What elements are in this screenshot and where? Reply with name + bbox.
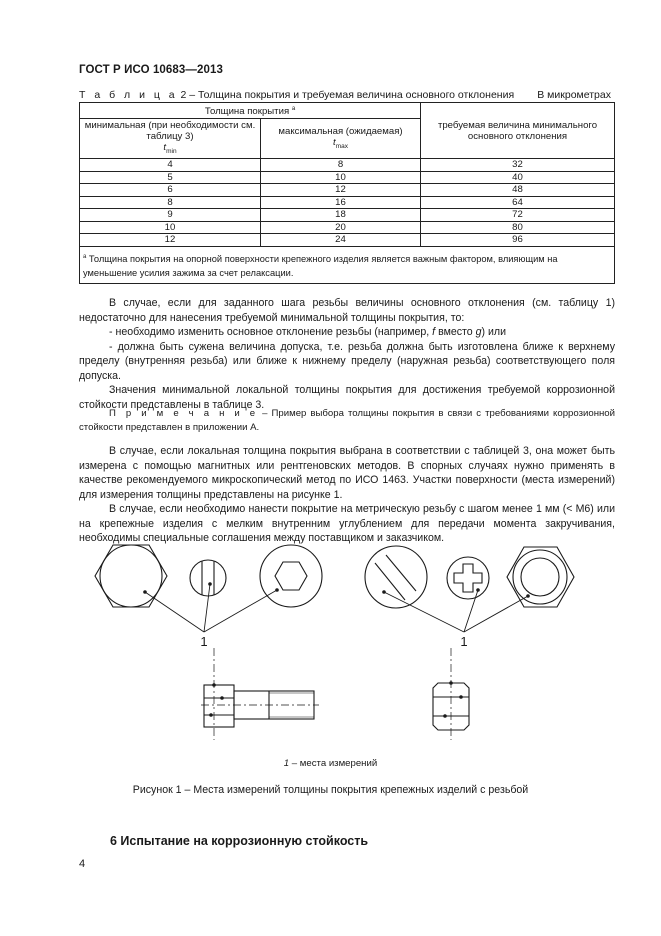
column-header-deviation [421,103,615,159]
column-header-min [80,119,261,159]
callout-label-left: 1 [200,634,208,649]
socket-screw-top-view [260,545,322,607]
cell-deviation: 40 [421,171,615,184]
symbol-tmin [163,142,177,156]
table-row [80,209,615,222]
symbol-tmax-letter: t [333,136,336,148]
cell-max: 24 [261,234,421,247]
cell-max: 10 [261,171,421,184]
table-row [80,221,615,234]
group-header: Толщина покрытия [204,106,290,118]
table-row [80,234,615,247]
nut-side-view [433,683,469,730]
symbol-tmax-sub: max [335,142,348,150]
cell-deviation: 72 [421,209,615,222]
column-title-deviation: требуемая величина минимального основного отклонения [437,119,598,142]
paragraph: В случае, если для заданного шага резьбы величины основного отклонения (см. таблицу 1) недостаточно для нанесения требуемой минимальной толщины покрытия, то: [79,297,615,324]
cell-max: 16 [261,196,421,209]
cell-deviation: 32 [421,159,615,172]
note-text: – Пример выбора толщины покрытия в связи с требованиями коррозионной стойкости представлен в приложении А. [79,408,615,433]
table-unit: В микрометрах [537,89,611,101]
cell-min: 6 [80,184,261,197]
table-row [80,171,615,184]
slotted-screw-top-view [365,546,427,608]
figure-1 [79,540,579,750]
body-text-block-1 [79,296,615,412]
paragraph: Значения минимальной локальной толщины покрытия для достижения требуемой коррозионной стойкости представлены в таблице 3. [79,384,615,411]
cell-deviation: 64 [421,196,615,209]
page-number: 4 [79,858,86,870]
cell-max: 12 [261,184,421,197]
hex-head-top-view [95,545,167,607]
cell-max: 18 [261,209,421,222]
table-footnote-row [80,246,615,283]
column-title-max: максимальная (ожидаемая) [278,125,403,137]
cell-min: 4 [80,159,261,172]
cell-min: 10 [80,221,261,234]
symbol-tmax [333,137,348,148]
cell-min: 5 [80,171,261,184]
cell-deviation: 80 [421,221,615,234]
paragraph-list-item: - должна быть сужена величина допуска, т.е. резьба должна быть изготовлена ближе к верхнему пределу (внутренняя резьба) или ближе к нижнему пределу (наружная резьба) соответствующего поля допуска. [79,340,615,382]
column-title-min: минимальная (при необходимости см. таблицу 3) [84,120,256,143]
note-paragraph [79,407,615,435]
cell-min: 9 [80,209,261,222]
phillips-screw-top-view [447,557,489,599]
group-header-cell [80,103,421,119]
cell-max: 8 [261,159,421,172]
cell-max: 20 [261,221,421,234]
text-span: ) или [481,326,507,338]
table-footnote [80,246,615,283]
cell-deviation: 48 [421,184,615,197]
paragraph-list-item [79,325,615,340]
cell-deviation: 96 [421,234,615,247]
column-header-max [261,119,421,159]
table-caption-text: 2 – Толщина покрытия и требуемая величина основного отклонения [177,89,515,101]
section-title: 6 Испытание на коррозионную стойкость [110,834,369,848]
table-caption [79,89,619,101]
legend-number: 1 [283,758,290,769]
legend-text: – места измерений [289,758,378,769]
italic-f: f [432,326,436,338]
figure-caption: Рисунок 1 – Места измерений толщины покрытия крепежных изделий с резьбой [132,784,529,796]
small-screw-top-view [190,560,226,596]
symbol-tmin-sub: min [166,148,177,156]
paragraph: В случае, если необходимо нанести покрытие на метрическую резьбу с шагом менее 1 мм (< М6) или на крепежные изделия с мелким внутренним углублением для передачи момента закручивания, необходимы специальные соглашения между поставщиком и заказчиком. [79,503,615,544]
bolt-side-view [204,685,314,727]
text-span: - необходимо изменить основное отклонение резьбы (например, [109,326,433,338]
note-label: П р и м е ч а н и е [109,408,259,419]
table-caption-label: Т а б л и ц а [79,89,178,101]
footnote-mark: a [83,253,87,260]
callout-label-right: 1 [460,634,468,649]
italic-g: g [475,326,482,338]
note-block [79,407,615,435]
footnote-text: Толщина покрытия на опорной поверхности крепежного изделия является важным фактором, влияющим на уменьшение усилия зажима за счет релаксации. [83,253,558,278]
centerlines [201,648,451,740]
measurement-dots [143,582,530,718]
text-span: вместо [435,326,476,338]
cell-min: 12 [80,234,261,247]
body-text-block-2 [79,444,615,546]
coating-thickness-table [79,102,615,284]
table-row [80,196,615,209]
group-header-mark: a [291,106,296,112]
symbol-tmin-letter: t [163,142,167,154]
paragraph: В случае, если локальная толщина покрытия выбрана в соответствии с таблицей 3, она может быть измерена с помощью магнитных или рентгеновских методов. В спорных случаях нужно применять в качестве рекомендуемого микроскопический метод по ИСО 1463. Участки поверхности (места измерений) для измерения толщины представлены на рисунке 1. [79,445,615,501]
table-row [80,159,615,172]
document-header: ГОСТ Р ИСО 10683—2013 [79,64,224,76]
hex-flange-top-view [507,547,574,607]
cell-min: 8 [80,196,261,209]
figure-legend [0,758,661,769]
table-row [80,184,615,197]
